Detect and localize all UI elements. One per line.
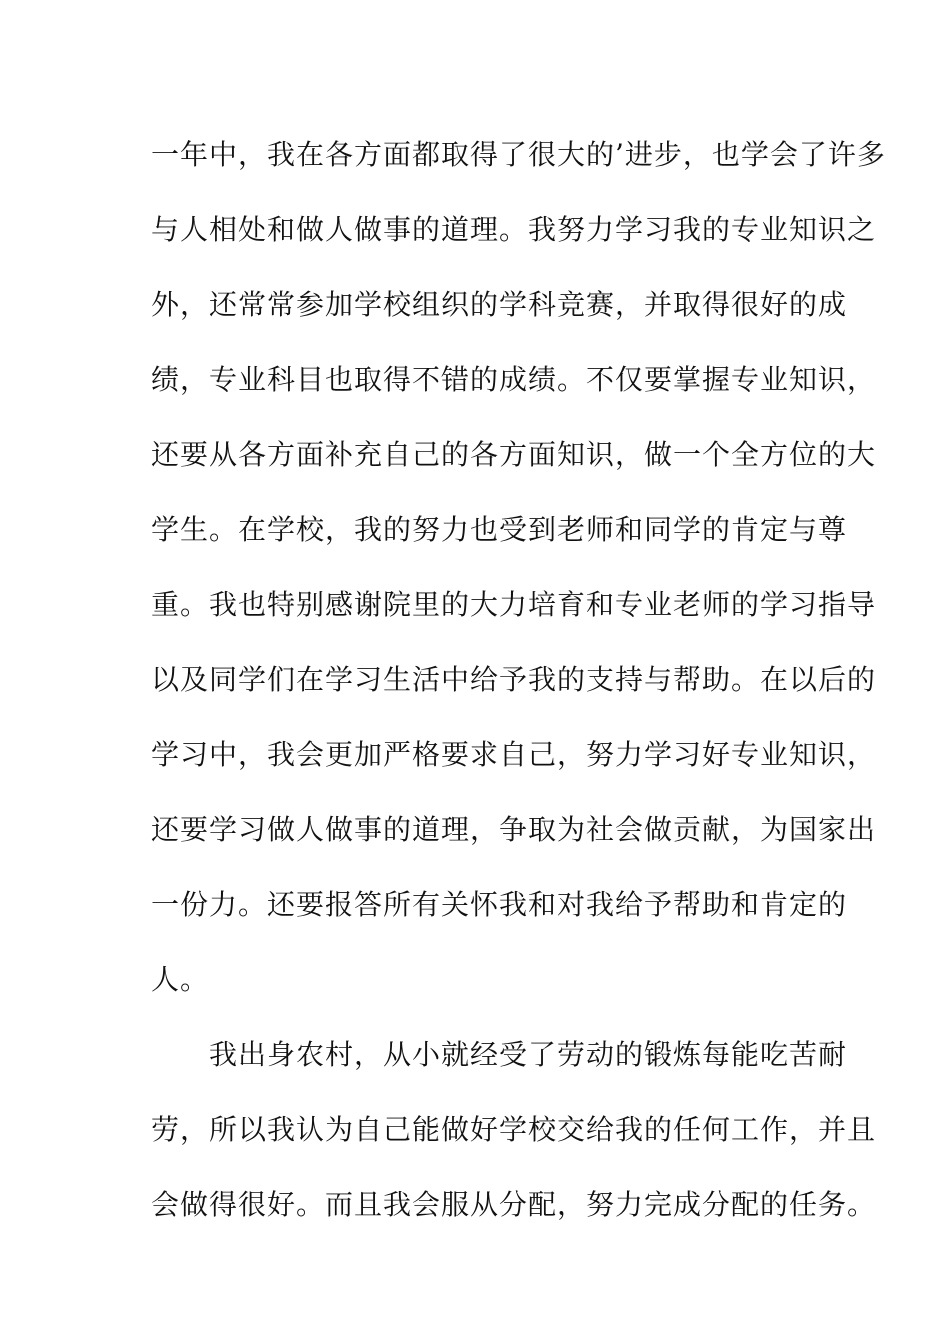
text-line: 还要从各方面补充自己的各方面知识，做一个全方位的大 bbox=[151, 438, 877, 471]
text-line: 以及同学们在学习生活中给予我的支持与帮助。在以后的 bbox=[151, 663, 877, 696]
text-line: 与人相处和做人做事的道理。我努力学习我的专业知识之 bbox=[151, 213, 877, 246]
text-line: 一份力。还要报答所有关怀我和对我给予帮助和肯定的 bbox=[151, 888, 848, 921]
text-line: 学生。在学校，我的努力也受到老师和同学的肯定与尊 bbox=[151, 513, 848, 546]
text-line: 还要学习做人做事的道理，争取为社会做贡献，为国家出 bbox=[151, 813, 877, 846]
text-line: 人。 bbox=[151, 963, 210, 996]
text-line: 劳，所以我认为自己能做好学校交给我的任何工作，并且 bbox=[151, 1113, 877, 1146]
text-line: 学习中，我会更加严格要求自己，努力学习好专业知识， bbox=[151, 738, 877, 771]
text-line: 外，还常常参加学校组织的学科竞赛，并取得很好的成 bbox=[151, 288, 848, 321]
text-line: 一年中，我在各方面都取得了很大的’进步，也学会了许多 bbox=[151, 138, 886, 171]
body-text bbox=[151, 133, 886, 1258]
text-line: 绩，专业科目也取得不错的成绩。不仅要掌握专业知识， bbox=[151, 363, 877, 396]
text-line: 重。我也特别感谢院里的大力培育和专业老师的学习指导 bbox=[151, 588, 877, 621]
text-line: 会做得很好。而且我会服从分配，努力完成分配的任务。 bbox=[151, 1188, 877, 1221]
paragraph-first-line: 我出身农村，从小就经受了劳动的锻炼每能吃苦耐 bbox=[151, 1038, 848, 1071]
